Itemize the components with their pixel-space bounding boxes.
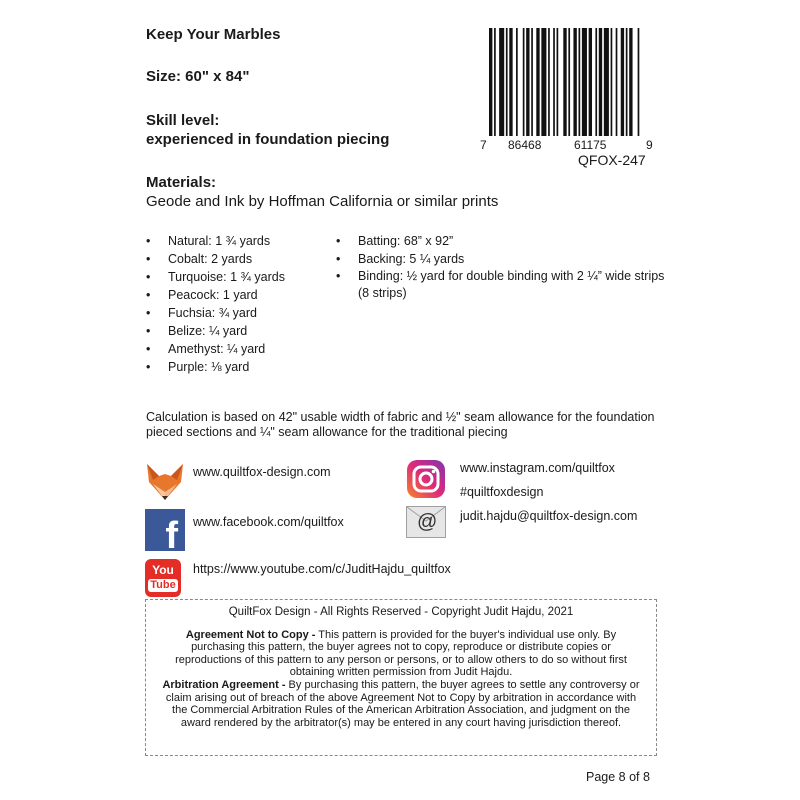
barcode-digit-first: 7 (480, 138, 487, 152)
barcode-bar (557, 28, 559, 136)
barcode-bar (526, 28, 529, 136)
arbitration-title: Arbitration Agreement - (162, 678, 286, 691)
copyright-line: QuiltFox Design - All Rights Reserved - Copyright Judit Hajdu, 2021 (228, 606, 574, 618)
list-item: • Cobalt: 2 yards (146, 250, 285, 268)
barcode-bar (509, 28, 512, 136)
legal-notice-box (145, 599, 657, 756)
pattern-title: Keep Your Marbles (146, 26, 281, 43)
email-glyph: @ (417, 511, 438, 533)
list-item: • Natural: 1 ¾ yards (146, 232, 285, 250)
barcode-bar (638, 28, 640, 136)
materials-list-fabrics (146, 232, 285, 376)
barcode-bar (499, 28, 504, 136)
barcode-bar (616, 28, 618, 136)
facebook-glyph: f (165, 515, 178, 557)
youtube-glyph-line2: Tube (148, 579, 178, 592)
barcode-bar (611, 28, 613, 136)
facebook-link[interactable]: www.facebook.com/quiltfox (193, 515, 344, 529)
website-link[interactable]: www.quiltfox-design.com (193, 465, 331, 479)
barcode-group-right: 61175 (574, 138, 607, 152)
list-item: • Purple: ⅛ yard (146, 358, 285, 376)
barcode-image (489, 28, 641, 136)
instagram-link[interactable]: www.instagram.com/quiltfox (460, 461, 615, 475)
email-icon[interactable] (406, 506, 446, 538)
barcode-bar (516, 28, 518, 136)
facebook-icon[interactable] (145, 509, 185, 557)
fox-logo-icon (145, 462, 185, 502)
barcode-bar (494, 28, 496, 136)
youtube-icon[interactable] (145, 559, 181, 597)
barcode-bar (582, 28, 587, 136)
barcode-bar (531, 28, 533, 136)
list-item: • Binding: ½ yard for double binding with 2 ¼” wide strips (8 strips) (336, 268, 666, 302)
barcode-bar (604, 28, 609, 136)
page-number: Page 8 of 8 (586, 770, 650, 784)
barcode-bar (599, 28, 602, 136)
barcode-group-left: 86468 (508, 138, 542, 152)
instagram-icon[interactable] (406, 459, 446, 499)
barcode-bar (595, 28, 597, 136)
youtube-glyph-line1: You (152, 563, 174, 577)
list-item: • Peacock: 1 yard (146, 286, 285, 304)
barcode-bar (579, 28, 581, 136)
materials-subtitle: Geode and Ink by Hoffman California or similar prints (146, 193, 499, 210)
agreement-paragraph (158, 629, 644, 679)
barcode-bar (573, 28, 576, 136)
barcode-bar (621, 28, 624, 136)
list-item: • Batting: 68” x 92” (336, 232, 666, 250)
barcode-bar (553, 28, 555, 136)
list-item: • Fuchsia: ¾ yard (146, 304, 285, 322)
barcode-bar (568, 28, 570, 136)
youtube-link[interactable]: https://www.youtube.com/c/JuditHajdu_quiltfox (193, 562, 451, 576)
barcode-bar (563, 28, 566, 136)
product-sku: QFOX-247 (578, 152, 646, 168)
email-link[interactable]: judit.hajdu@quiltfox-design.com (460, 509, 638, 523)
list-item: • Backing: 5 ¼ yards (336, 250, 666, 268)
barcode-bar (536, 28, 539, 136)
barcode-bar (506, 28, 508, 136)
barcode-bar (541, 28, 546, 136)
pattern-size: Size: 60" x 84" (146, 68, 250, 85)
barcode-bar (523, 28, 525, 136)
instagram-hashtag: #quiltfoxdesign (460, 485, 544, 499)
materials-heading: Materials: (146, 174, 217, 191)
barcode-bar (626, 28, 628, 136)
list-item: • Belize: ¼ yard (146, 322, 285, 340)
materials-list-other (336, 232, 666, 302)
barcode-bar (489, 28, 492, 136)
barcode-bar (589, 28, 592, 136)
barcode-bar (629, 28, 632, 136)
skill-level-heading: Skill level: (146, 112, 220, 129)
agreement-text: This pattern is provided for the buyer's individual use only. By purchasing this pattern, the buyer agrees not to copy, reproduce or distribute copies or reproductions of this pattern to any person or persons, or to allow others to do so without first obtaining written permission from Judit Hajdu. (175, 628, 627, 679)
agreement-title: Agreement Not to Copy - (185, 628, 316, 641)
barcode-digit-last: 9 (646, 138, 653, 152)
calculation-note: Calculation is based on 42" usable width of fabric and ½" seam allowance for the foundation pieced sections and ¼" seam allowance for the traditional piecing (146, 410, 655, 439)
barcode-bar (548, 28, 550, 136)
skill-level-value: experienced in foundation piecing (146, 131, 390, 148)
list-item: • Amethyst: ¼ yard (146, 340, 285, 358)
arbitration-paragraph (158, 679, 644, 729)
list-item: • Turquoise: 1 ¾ yards (146, 268, 285, 286)
arbitration-text: By purchasing this pattern, the buyer agrees to settle any controversy or claim arising out of breach of the above Agreement Not to Copy by arbitration in accordance with the Commercial Arbitration Rules of the American Arbitration Association, and judgment on the award rendered by the arbitrator(s) may be entered in any court having jurisdiction thereof. (165, 678, 640, 729)
